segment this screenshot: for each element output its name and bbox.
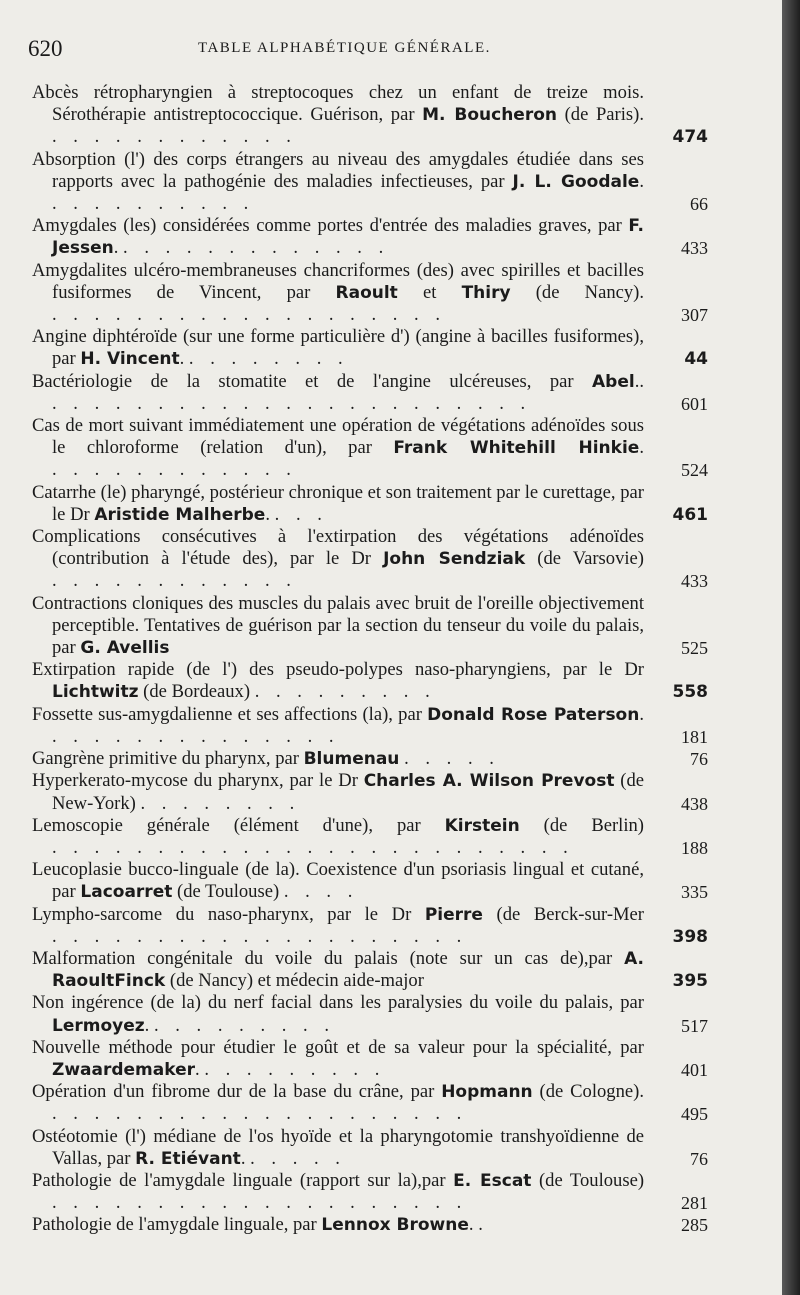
entry-leader-dots: . . . . . . . . . . . . . . . . . . . . . . . bbox=[52, 392, 532, 414]
entry-leader-dots: . . . . . . . . . . . . . . . . . . . bbox=[52, 304, 446, 326]
entry-page-number: 438 bbox=[681, 793, 708, 814]
index-entry bbox=[32, 82, 718, 149]
index-entry bbox=[32, 659, 718, 703]
entry-author: Zwaardemaker bbox=[52, 1059, 196, 1080]
entry-page-number: 66 bbox=[690, 194, 708, 215]
entry-title: Leucoplasie bucco-linguale (de la). Coexistence d'un psoriasis lingual et cutané, par bbox=[32, 859, 644, 903]
entry-location: (de Varsovie) bbox=[525, 548, 645, 570]
entry-leader-dots: . . . . . . . . . . . . . . bbox=[52, 725, 340, 747]
entry-title: Non ingérence (de la) du nerf facial dans les paralysies du voile du palais, par bbox=[32, 992, 644, 1014]
entry-leader-dots: . . . bbox=[274, 503, 328, 525]
index-entry bbox=[32, 992, 718, 1036]
entry-leader-dots: . . . . . . . . . . . . bbox=[52, 570, 297, 592]
entry-leader-dots: . . . . . . . . . . . . bbox=[52, 459, 297, 481]
entry-author: Abel bbox=[592, 371, 635, 392]
page-header bbox=[28, 36, 640, 66]
entry-page-number: 401 bbox=[681, 1059, 708, 1080]
entry-location: (de Nancy). bbox=[510, 281, 645, 303]
entry-page-number: 76 bbox=[690, 1148, 708, 1169]
entry-author: Lichtwitz bbox=[52, 682, 139, 703]
entry-title: Malformation congénitale du voile du palais (note sur un cas de),par bbox=[32, 947, 625, 969]
entry-title: Hyperkerato-mycose du pharynx, par le Dr bbox=[32, 770, 364, 792]
index-entry bbox=[32, 1126, 718, 1170]
index-entry bbox=[32, 948, 718, 992]
entry-title: Gangrène primitive du pharynx, par bbox=[32, 748, 304, 770]
entry-page-number: 285 bbox=[681, 1215, 708, 1236]
index-entry bbox=[32, 815, 718, 859]
entry-page-number: 558 bbox=[672, 682, 708, 703]
entry-location: . bbox=[113, 237, 124, 259]
index-entry bbox=[32, 1214, 718, 1236]
entry-author: M. Boucheron bbox=[422, 105, 558, 126]
entry-title: Pathologie de l'amygdale linguale (rapport sur la),par bbox=[32, 1169, 454, 1191]
entry-author: F. Jessen bbox=[52, 216, 644, 259]
entry-leader-dots: . . . . . . . . bbox=[140, 792, 301, 814]
entry-leader-dots: . . . . . . . . . . . . . . . . . . . . bbox=[52, 925, 468, 947]
index-entry bbox=[32, 326, 718, 370]
entry-leader-dots: . . . . . bbox=[404, 748, 500, 770]
entry-title: Catarrhe (le) pharyngé, postérieur chronique et son traitement par le curettage, par le Dr bbox=[32, 481, 644, 525]
page-edge-shadow bbox=[782, 0, 800, 1295]
entry-location: . bbox=[144, 1014, 154, 1036]
entry-title: Nouvelle méthode pour étudier le goût et de sa valeur pour la spécialité, par bbox=[32, 1036, 644, 1058]
entry-author: Raoult bbox=[335, 282, 398, 303]
entry-author: Thiry bbox=[461, 282, 511, 303]
index-entry bbox=[32, 260, 718, 327]
entry-author: G. Avellis bbox=[80, 638, 170, 659]
entry-location: .. bbox=[634, 370, 644, 392]
entry-location: . bbox=[639, 170, 644, 192]
entry-author: H. Vincent bbox=[80, 349, 180, 370]
entry-author: A. Raoult bbox=[52, 948, 644, 992]
entry-location: . bbox=[639, 437, 644, 459]
index-entry bbox=[32, 593, 718, 660]
entry-title: Pathologie de l'amygdale linguale, par bbox=[32, 1214, 322, 1236]
index-entry bbox=[32, 415, 718, 482]
index-entry bbox=[32, 1170, 718, 1214]
entry-author: John Sendziak bbox=[383, 549, 526, 570]
index-entry bbox=[32, 371, 718, 415]
entry-connector: et bbox=[397, 281, 462, 303]
entry-location: . bbox=[639, 703, 644, 725]
entry-title: Fossette sus-amygdalienne et ses affections (la), par bbox=[32, 703, 428, 725]
entry-title: Lympho-sarcome du naso-pharynx, par le Dr bbox=[32, 903, 425, 925]
index-entry bbox=[32, 904, 718, 948]
entry-page-number: 474 bbox=[672, 127, 708, 148]
entry-page-number: 307 bbox=[681, 305, 708, 326]
entry-leader-dots: . . . . . . . . . . . . . bbox=[123, 237, 390, 259]
entry-page-number: 76 bbox=[690, 749, 708, 770]
index-entry bbox=[32, 1081, 718, 1125]
entry-location: (de Berck-sur-Mer bbox=[482, 903, 644, 925]
entry-author: Lermoyez bbox=[52, 1015, 145, 1036]
entry-title: Angine diphtéroïde (sur une forme particulière d') (angine à bacilles fusiformes), par bbox=[32, 326, 644, 370]
entry-location: . bbox=[468, 1214, 479, 1236]
entry-title: Extirpation rapide (de l') des pseudo-polypes naso-pharyngiens, par le Dr bbox=[32, 659, 644, 681]
index-entry bbox=[32, 149, 718, 216]
entry-title: Opération d'un fibrome dur de la base du crâne, par bbox=[32, 1081, 442, 1103]
entry-author: Charles A. Wilson Prevost bbox=[363, 771, 615, 792]
entry-page-number: 433 bbox=[681, 238, 708, 259]
index-entries bbox=[32, 82, 718, 1237]
entry-page-number: 495 bbox=[681, 1104, 708, 1125]
entry-leader-dots: . bbox=[478, 1214, 489, 1236]
entry-author: Kirstein bbox=[444, 815, 520, 836]
entry-location: (de Berlin) bbox=[519, 814, 644, 836]
entry-title: Contractions cloniques des muscles du palais avec bruit de l'oreille objectivement perceptible. Tentatives de guérison par la section du tenseur du voile du palais, par bbox=[32, 592, 644, 659]
index-entry bbox=[32, 215, 718, 259]
entry-page-number: 601 bbox=[681, 393, 708, 414]
entry-leader-dots: . . . . . bbox=[250, 1147, 346, 1169]
index-entry bbox=[32, 1037, 718, 1081]
entry-title: Complications consécutives à l'extirpation des végétations adénoïdes (contribution à l'étude des), par le Dr bbox=[32, 526, 644, 570]
entry-page-number: 461 bbox=[672, 504, 708, 525]
entry-location: (de Paris). bbox=[557, 104, 644, 126]
index-entry bbox=[32, 704, 718, 748]
entry-location: . bbox=[195, 1058, 205, 1080]
entry-author: Aristide Malherbe bbox=[94, 504, 266, 525]
entry-title: Amygdales (les) considérées comme portes d'entrée des maladies graves, par bbox=[32, 215, 629, 237]
entry-page-number: 525 bbox=[681, 638, 708, 659]
entry-author: J. L. Goodale bbox=[512, 171, 640, 192]
index-entry bbox=[32, 482, 718, 526]
entry-title: Lemoscopie générale (élément d'une), par bbox=[32, 814, 445, 836]
entry-leader-dots: . . . . . . . . . . . . . . . . . . . . bbox=[52, 1192, 468, 1214]
entry-location: . bbox=[265, 503, 275, 525]
entry-page-number: 395 bbox=[672, 971, 708, 992]
entry-author: Lennox Browne bbox=[321, 1215, 469, 1236]
entry-location: (de Nancy) et bbox=[165, 970, 276, 992]
entry-leader-dots: . . . . . . . . . . . . . . . . . . . . bbox=[52, 1103, 468, 1125]
entry-location: . bbox=[240, 1147, 251, 1169]
entry-author: Blumenau bbox=[303, 749, 400, 770]
entry-title: Absorption (l') des corps étrangers au niveau des amygdales étudiée dans ses rapports avec la pathogénie des maladies infectieuses, par bbox=[32, 148, 644, 192]
entry-title: Ostéotomie (l') médiane de l'os hyoïde et la pharyngotomie transhyoïdienne de Vallas, par bbox=[32, 1125, 644, 1169]
entry-title: Amygdalites ulcéro-membraneuses chancriformes (des) avec spirilles et bacilles fusiformes de Vincent, par bbox=[32, 259, 644, 303]
entry-page-number: 281 bbox=[681, 1193, 708, 1214]
entry-page-number: 524 bbox=[681, 460, 708, 481]
index-entry bbox=[32, 770, 718, 814]
entry-title: Abcès rétropharyngien à streptocoques chez un enfant de treize mois. Sérothérapie antistreptococcique. Guérison, par bbox=[32, 82, 644, 126]
entry-leader-dots: . . . . . . . . . . . . bbox=[52, 126, 297, 148]
entry-author: R. Etiévant bbox=[135, 1148, 241, 1169]
entry-leader-dots: . . . . . . . . . bbox=[153, 1014, 335, 1036]
entry-location: (de New-York) bbox=[52, 770, 644, 814]
entry-page-number: 44 bbox=[684, 349, 708, 370]
entry-title: Bactériologie de la stomatite et de l'angine ulcéreuses, par bbox=[32, 370, 593, 392]
entry-leader-dots: . . . . . . . . . . bbox=[52, 193, 255, 215]
entry-leader-dots: . . . . bbox=[283, 881, 359, 903]
entry-location: . bbox=[179, 348, 189, 370]
running-title: TABLE ALPHABÉTIQUE GÉNÉRALE. bbox=[198, 40, 491, 56]
entry-location: (de Toulouse) bbox=[172, 881, 284, 903]
entry-location: médecin aide-major bbox=[275, 970, 424, 992]
entry-leader-dots: . . . . . . . . . . . . . . . . . . . . . . . . . bbox=[52, 836, 574, 858]
entry-author: Lacoarret bbox=[80, 882, 173, 903]
entry-author: Pierre bbox=[424, 904, 483, 925]
entry-location: (de Cologne). bbox=[532, 1081, 644, 1103]
entry-author: Frank Whitehill Hinkie bbox=[393, 438, 640, 459]
entry-author: Donald Rose Paterson bbox=[427, 704, 640, 725]
index-entry bbox=[32, 859, 718, 903]
entry-page-number: 181 bbox=[681, 726, 708, 747]
entry-location: (de Toulouse) bbox=[531, 1169, 645, 1191]
entry-page-number: 335 bbox=[681, 882, 708, 903]
entry-leader-dots: . . . . . . . . . bbox=[254, 681, 436, 703]
index-entry bbox=[32, 748, 718, 770]
index-entry bbox=[32, 526, 718, 593]
entry-page-number: 433 bbox=[681, 571, 708, 592]
entry-author: E. Escat bbox=[453, 1170, 532, 1191]
entry-location: (de Bordeaux) bbox=[138, 681, 255, 703]
entry-page-number: 188 bbox=[681, 837, 708, 858]
entry-page-number: 517 bbox=[681, 1015, 708, 1036]
entry-leader-dots: . . . . . . . . . bbox=[204, 1058, 386, 1080]
entry-leader-dots: . . . . . . . . bbox=[188, 348, 349, 370]
entry-page-number: 398 bbox=[672, 926, 708, 947]
entry-title: Cas de mort suivant immédiatement une opération de végétations adénoïdes sous le chloroforme (relation d'un), par bbox=[32, 415, 644, 459]
entry-author: Hopmann bbox=[441, 1082, 533, 1103]
entry-author: Finck bbox=[114, 971, 166, 992]
page-number: 620 bbox=[28, 36, 63, 61]
